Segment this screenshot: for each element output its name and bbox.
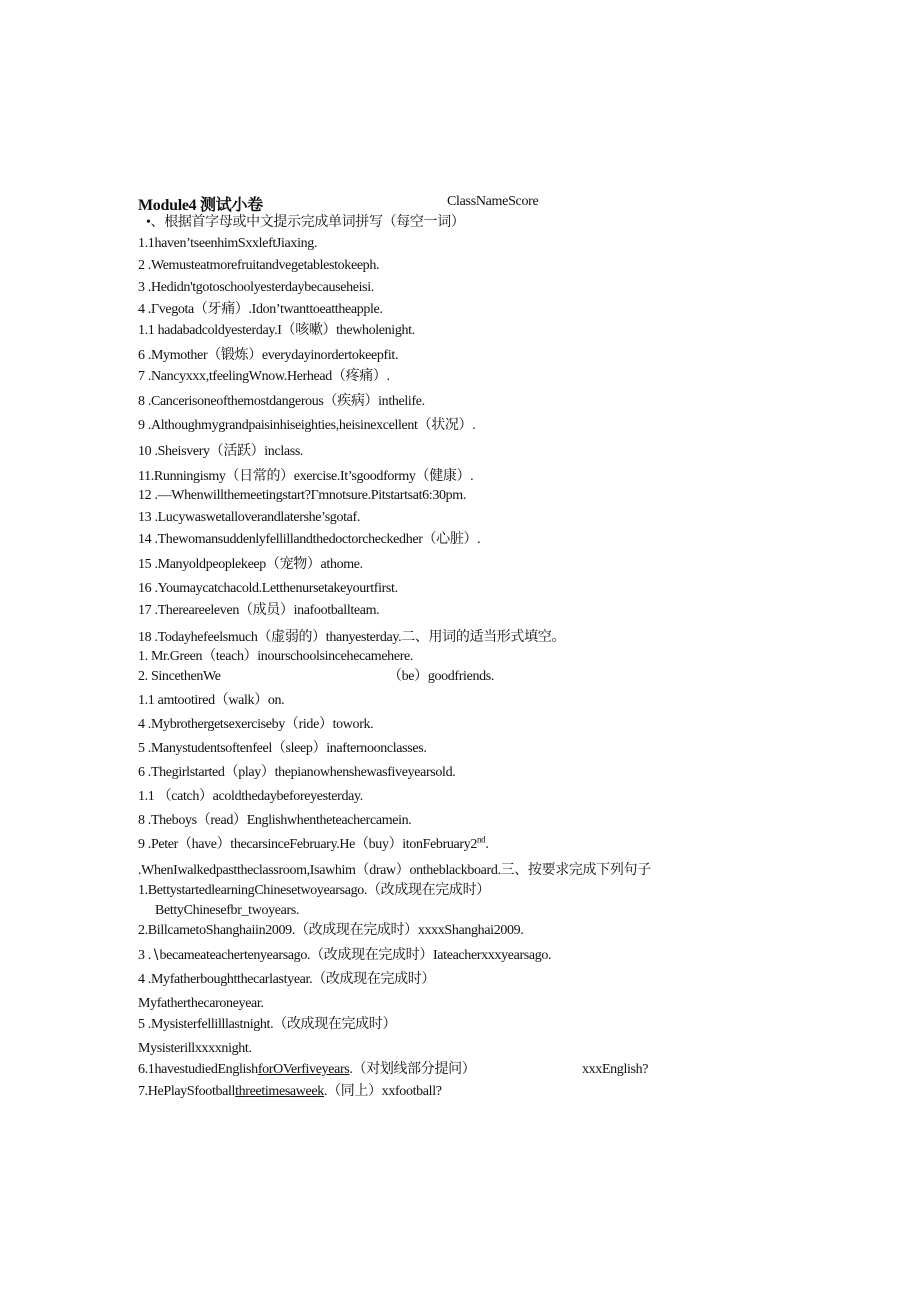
s3-line-5-answer: Mysisterillxxxxnight.: [138, 1041, 252, 1056]
s2-item-9: [138, 836, 489, 854]
s2-item-5: 5 .Manystudentsoftenfeel（sleep）inafternoonclasses.: [138, 741, 427, 756]
s2-item-6: 6 .Thegirlstarted（play）thepianowhenshewasfiveyearsold.: [138, 765, 456, 780]
s3-line-1-answer: BettyChinesefbr_twoyears.: [155, 903, 300, 918]
s1-item-1: 1.1haven’tseenhimSxxleftJiaxing.: [138, 236, 318, 251]
q7-prefix: 7.HePlaySfootball: [138, 1084, 236, 1099]
s1-item-12: 12 .—Whenwillthemeetingstart?Γmnotsure.Pitstartsat6:30pm.: [138, 488, 466, 503]
q6-answer: xxxEnglish?: [582, 1062, 649, 1077]
s2-item-1: 1. Mr.Green（teach）inourschoolsincehecamehere.: [138, 649, 414, 664]
s1-item-5: 1.1 hadabadcoldyesterday.I（咳嗽）thewholenight.: [138, 323, 415, 338]
s2-item-9-text: 9 .Peter（have）thecarsinceFebruary.He（buy）itonFebruary2: [138, 837, 478, 852]
s3-line-4: 4 .Myfatherboughtthecarlastyear.（改成现在完成时）: [138, 972, 436, 987]
s3-line-1: 1.BettystartedlearningChinesetwoyearsago.（改成现在完成时）: [138, 883, 490, 898]
q7-suffix: .（同上）xxfootball?: [323, 1084, 442, 1099]
s2-item-2-right: （be）goodfriends.: [388, 669, 494, 684]
s1-item-18: 18 .Todayhefeelsmuch（虚弱的）thanyesterday.二、用词的适当形式填空。: [138, 630, 566, 645]
s1-item-17: 17 .Thereareeleven（成员）inafootballteam.: [138, 603, 380, 618]
s2-last: .WhenIwalkedpasttheclassroom,Isawhim（draw）ontheblackboard.三、按要求完成下列句子: [138, 863, 651, 878]
s3-line-4-answer: Myfatherthecaroneyear.: [138, 996, 264, 1011]
q7-underlined: threetimesaweek: [235, 1084, 324, 1099]
s1-item-10: 10 .Sheisvery（活跃）inclass.: [138, 444, 304, 459]
s3-question-6: [138, 1061, 475, 1079]
title-row: [138, 192, 263, 215]
s2-item-9-sup: nd: [477, 834, 486, 845]
page-title: Module4 测试小卷: [138, 197, 263, 214]
section1-heading: •、根据首字母或中文提示完成单词拼写（每空一词）: [146, 215, 465, 230]
s3-line-3: 3 .∖becameateachertenyearsago.（改成现在完成时）Iateacherxxxyearsago.: [138, 948, 552, 963]
s1-item-8: 8 .Cancerisoneofthemostdangerous（疾病）inthelife.: [138, 394, 425, 409]
q6-suffix: .（对划线部分提问）: [349, 1062, 476, 1077]
s3-line-2: 2.BillcametoShanghaiin2009.（改成现在完成时）xxxxShanghai2009.: [138, 923, 524, 938]
s2-item-8: 8 .Theboys（read）Englishwhentheteachercamein.: [138, 813, 412, 828]
s1-item-11: 11.Runningismy（日常的）exercise.It’sgoodformy（健康）.: [138, 469, 474, 484]
s1-item-3: 3 .Hedidn'tgotoschoolyesterdaybecauseheisi.: [138, 280, 374, 295]
q6-prefix: 6.1havestudiedEnglish: [138, 1062, 258, 1077]
s1-item-7: 7 .Nancyxxx,tfeelingWnow.Herhead（疼痛）.: [138, 369, 390, 384]
s1-item-6: 6 .Mymother（锻炼）everydayinordertokeepfit.: [138, 348, 399, 363]
s1-item-14: 14 .Thewomansuddenlyfellillandthedoctorcheckedher（心脏）.: [138, 532, 481, 547]
s1-item-16: 16 .Youmaycatchacold.Letthenursetakeyourtfirst.: [138, 581, 398, 596]
s1-item-9: 9 .Althoughmygrandpaisinhiseighties,heisinexcellent（状况）.: [138, 418, 476, 433]
class-name-score: ClassNameScore: [447, 194, 539, 209]
s2-item-7: 1.1 （catch）acoldthedaybeforeyesterday.: [138, 789, 363, 804]
s1-item-15: 15 .Manyoldpeoplekeep（宠物）athome.: [138, 557, 363, 572]
s2-item-9-end: .: [485, 837, 489, 852]
s1-item-13: 13 .Lucywaswetalloverandlatershe’sgotaf.: [138, 510, 360, 525]
s2-item-4: 4 .Mybrothergetsexerciseby（ride）towork.: [138, 717, 374, 732]
q6-underlined: forOVerfiveyears: [257, 1062, 350, 1077]
s3-line-5: 5 .Mysisterfellilllastnight.（改成现在完成时）: [138, 1017, 397, 1032]
s3-question-7: [138, 1083, 442, 1101]
s2-item-2-left: 2. SincethenWe: [138, 669, 221, 684]
s2-item-3: 1.1 amtootired（walk）on.: [138, 693, 285, 708]
s1-item-4: 4 .Γvegota（牙痛）.Idon’twanttoeattheapple.: [138, 302, 383, 317]
s1-item-2: 2 .Wemusteatmorefruitandvegetablestokeeph.: [138, 258, 380, 273]
